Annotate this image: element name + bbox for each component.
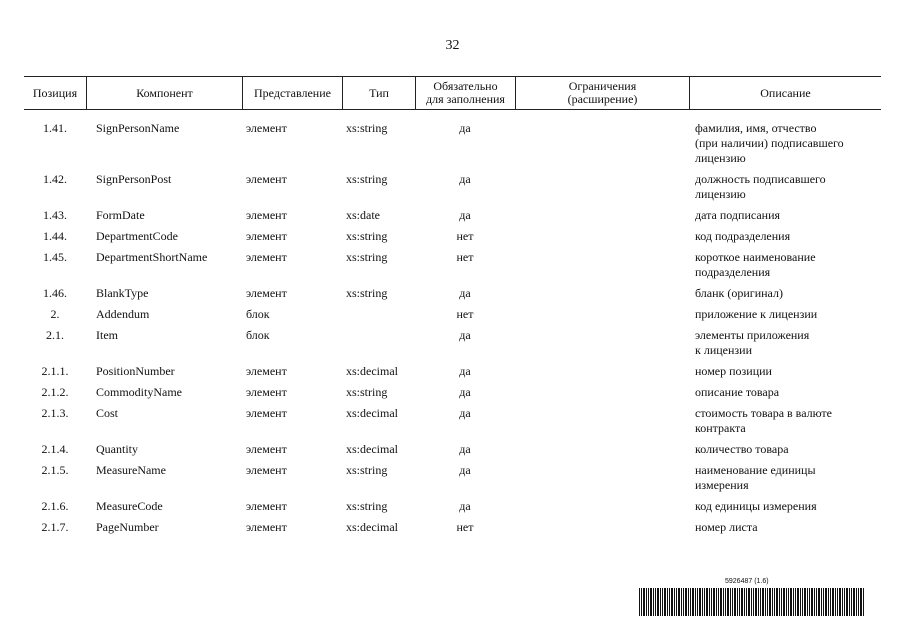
cell-component: FormDate — [96, 208, 145, 222]
cell-component: SignPersonName — [96, 121, 180, 135]
cell-type: xs:decimal — [346, 364, 398, 378]
cell-position: 2.1.3. — [41, 406, 69, 420]
cell-representation: блок — [246, 328, 270, 342]
barcode-bars — [637, 586, 869, 618]
cell-required: да — [459, 442, 471, 456]
header-description: Описание — [689, 77, 881, 109]
cell-representation: блок — [246, 307, 270, 321]
cell-component: DepartmentShortName — [96, 250, 208, 264]
table-row — [24, 406, 881, 436]
cell-restrictions — [515, 520, 689, 535]
table-row — [24, 229, 881, 244]
cell-component: MeasureCode — [96, 499, 163, 513]
cell-representation: элемент — [246, 463, 287, 477]
cell-required: нет — [456, 229, 474, 243]
cell-position: 1.45. — [43, 250, 67, 264]
cell-component: Quantity — [96, 442, 138, 456]
cell-description: номер позиции — [695, 364, 772, 378]
cell-required: да — [459, 328, 471, 342]
cell-description: дата подписания — [695, 208, 781, 222]
cell-position: 2. — [50, 307, 60, 321]
cell-required: да — [459, 385, 471, 399]
cell-type: xs:string — [346, 463, 388, 477]
table-row — [24, 121, 881, 166]
barcode-label: 5926487 (1.6) — [725, 578, 769, 585]
cell-restrictions — [515, 286, 689, 301]
cell-type: xs:string — [346, 229, 388, 243]
table-row — [24, 499, 881, 514]
cell-representation: элемент — [246, 286, 287, 300]
cell-representation: элемент — [246, 499, 287, 513]
cell-representation: элемент — [246, 229, 287, 243]
table-row — [24, 463, 881, 493]
cell-restrictions — [515, 499, 689, 514]
table-row — [24, 307, 881, 322]
cell-required: да — [459, 499, 471, 513]
cell-required: да — [459, 121, 471, 135]
header-type: Тип — [342, 77, 415, 109]
cell-component: SignPersonPost — [96, 172, 172, 186]
barcode — [637, 578, 869, 618]
table-row — [24, 286, 881, 301]
cell-restrictions — [515, 364, 689, 379]
cell-type: xs:string — [346, 385, 388, 399]
cell-restrictions — [515, 406, 689, 436]
cell-position: 2.1. — [46, 328, 64, 342]
table-row — [24, 520, 881, 535]
cell-required: да — [459, 406, 471, 420]
header-required: Обязательно для заполнения — [415, 77, 515, 109]
table-row — [24, 250, 881, 280]
cell-description: код единицы измерения — [695, 499, 817, 513]
cell-type: xs:string — [346, 499, 388, 513]
cell-restrictions — [515, 385, 689, 400]
cell-representation: элемент — [246, 364, 287, 378]
cell-description: код подразделения — [695, 229, 791, 243]
cell-description: количество товара — [695, 442, 789, 456]
cell-representation: элемент — [246, 442, 287, 456]
table-header — [24, 76, 881, 110]
cell-representation: элемент — [246, 385, 287, 399]
cell-type: xs:date — [346, 208, 380, 222]
header-component: Компонент — [86, 77, 242, 109]
cell-description: стоимость товара в валюте контракта — [695, 406, 832, 435]
table-row — [24, 208, 881, 223]
cell-representation: элемент — [246, 406, 287, 420]
cell-component: DepartmentCode — [96, 229, 178, 243]
cell-description: номер листа — [695, 520, 758, 534]
table-row — [24, 328, 881, 358]
cell-restrictions — [515, 208, 689, 223]
cell-position: 2.1.2. — [41, 385, 69, 399]
cell-restrictions — [515, 307, 689, 322]
cell-type: xs:decimal — [346, 406, 398, 420]
cell-description: наименование единицы измерения — [695, 463, 816, 492]
cell-representation: элемент — [246, 520, 287, 534]
cell-description: бланк (оригинал) — [695, 286, 783, 300]
cell-component: Cost — [96, 406, 119, 420]
cell-required: нет — [456, 250, 474, 264]
cell-required: нет — [456, 307, 474, 321]
header-restrictions: Ограничения (расширение) — [515, 77, 689, 109]
cell-type — [342, 307, 415, 322]
cell-required: да — [459, 208, 471, 222]
cell-position: 1.46. — [43, 286, 67, 300]
cell-representation: элемент — [246, 250, 287, 264]
table-row — [24, 172, 881, 202]
table-row — [24, 385, 881, 400]
header-position: Позиция — [32, 85, 78, 100]
cell-component: CommodityName — [96, 385, 182, 399]
cell-representation: элемент — [246, 121, 287, 135]
cell-component: MeasureName — [96, 463, 166, 477]
page-number: 32 — [445, 38, 460, 53]
cell-component: Item — [96, 328, 118, 342]
cell-description: элементы приложения к лицензии — [695, 328, 810, 357]
cell-type: xs:string — [346, 172, 388, 186]
cell-description: фамилия, имя, отчество (при наличии) подписавшего лицензию — [695, 121, 844, 165]
cell-required: да — [459, 364, 471, 378]
cell-type: xs:decimal — [346, 442, 398, 456]
cell-restrictions — [515, 250, 689, 280]
cell-representation: элемент — [246, 208, 287, 222]
cell-position: 2.1.7. — [41, 520, 69, 534]
cell-type: xs:string — [346, 121, 388, 135]
cell-position: 2.1.4. — [41, 442, 69, 456]
cell-type — [342, 328, 415, 358]
cell-component: PositionNumber — [96, 364, 175, 378]
cell-type: xs:decimal — [346, 520, 398, 534]
cell-restrictions — [515, 229, 689, 244]
cell-position: 1.42. — [43, 172, 67, 186]
cell-position: 2.1.5. — [41, 463, 69, 477]
cell-required: да — [459, 463, 471, 477]
table-row — [24, 364, 881, 379]
header-representation: Представление — [242, 77, 342, 109]
cell-type: xs:string — [346, 286, 388, 300]
cell-type: xs:string — [346, 250, 388, 264]
cell-representation: элемент — [246, 172, 287, 186]
cell-component: BlankType — [96, 286, 149, 300]
cell-component: PageNumber — [96, 520, 159, 534]
table-row — [24, 442, 881, 457]
cell-required: да — [459, 172, 471, 186]
cell-position: 1.44. — [43, 229, 67, 243]
cell-component: Addendum — [96, 307, 150, 321]
cell-description: должность подписавшего лицензию — [695, 172, 826, 201]
cell-restrictions — [515, 328, 689, 358]
cell-restrictions — [515, 463, 689, 493]
cell-restrictions — [515, 442, 689, 457]
cell-position: 2.1.6. — [41, 499, 69, 513]
cell-position: 1.43. — [43, 208, 67, 222]
cell-description: приложение к лицензии — [695, 307, 818, 321]
cell-position: 1.41. — [43, 121, 67, 135]
cell-description: короткое наименование подразделения — [695, 250, 816, 279]
cell-required: нет — [456, 520, 474, 534]
cell-restrictions — [515, 172, 689, 202]
cell-required: да — [459, 286, 471, 300]
table-body — [24, 121, 881, 541]
cell-restrictions — [515, 121, 689, 166]
cell-description: описание товара — [695, 385, 780, 399]
cell-position: 2.1.1. — [41, 364, 69, 378]
